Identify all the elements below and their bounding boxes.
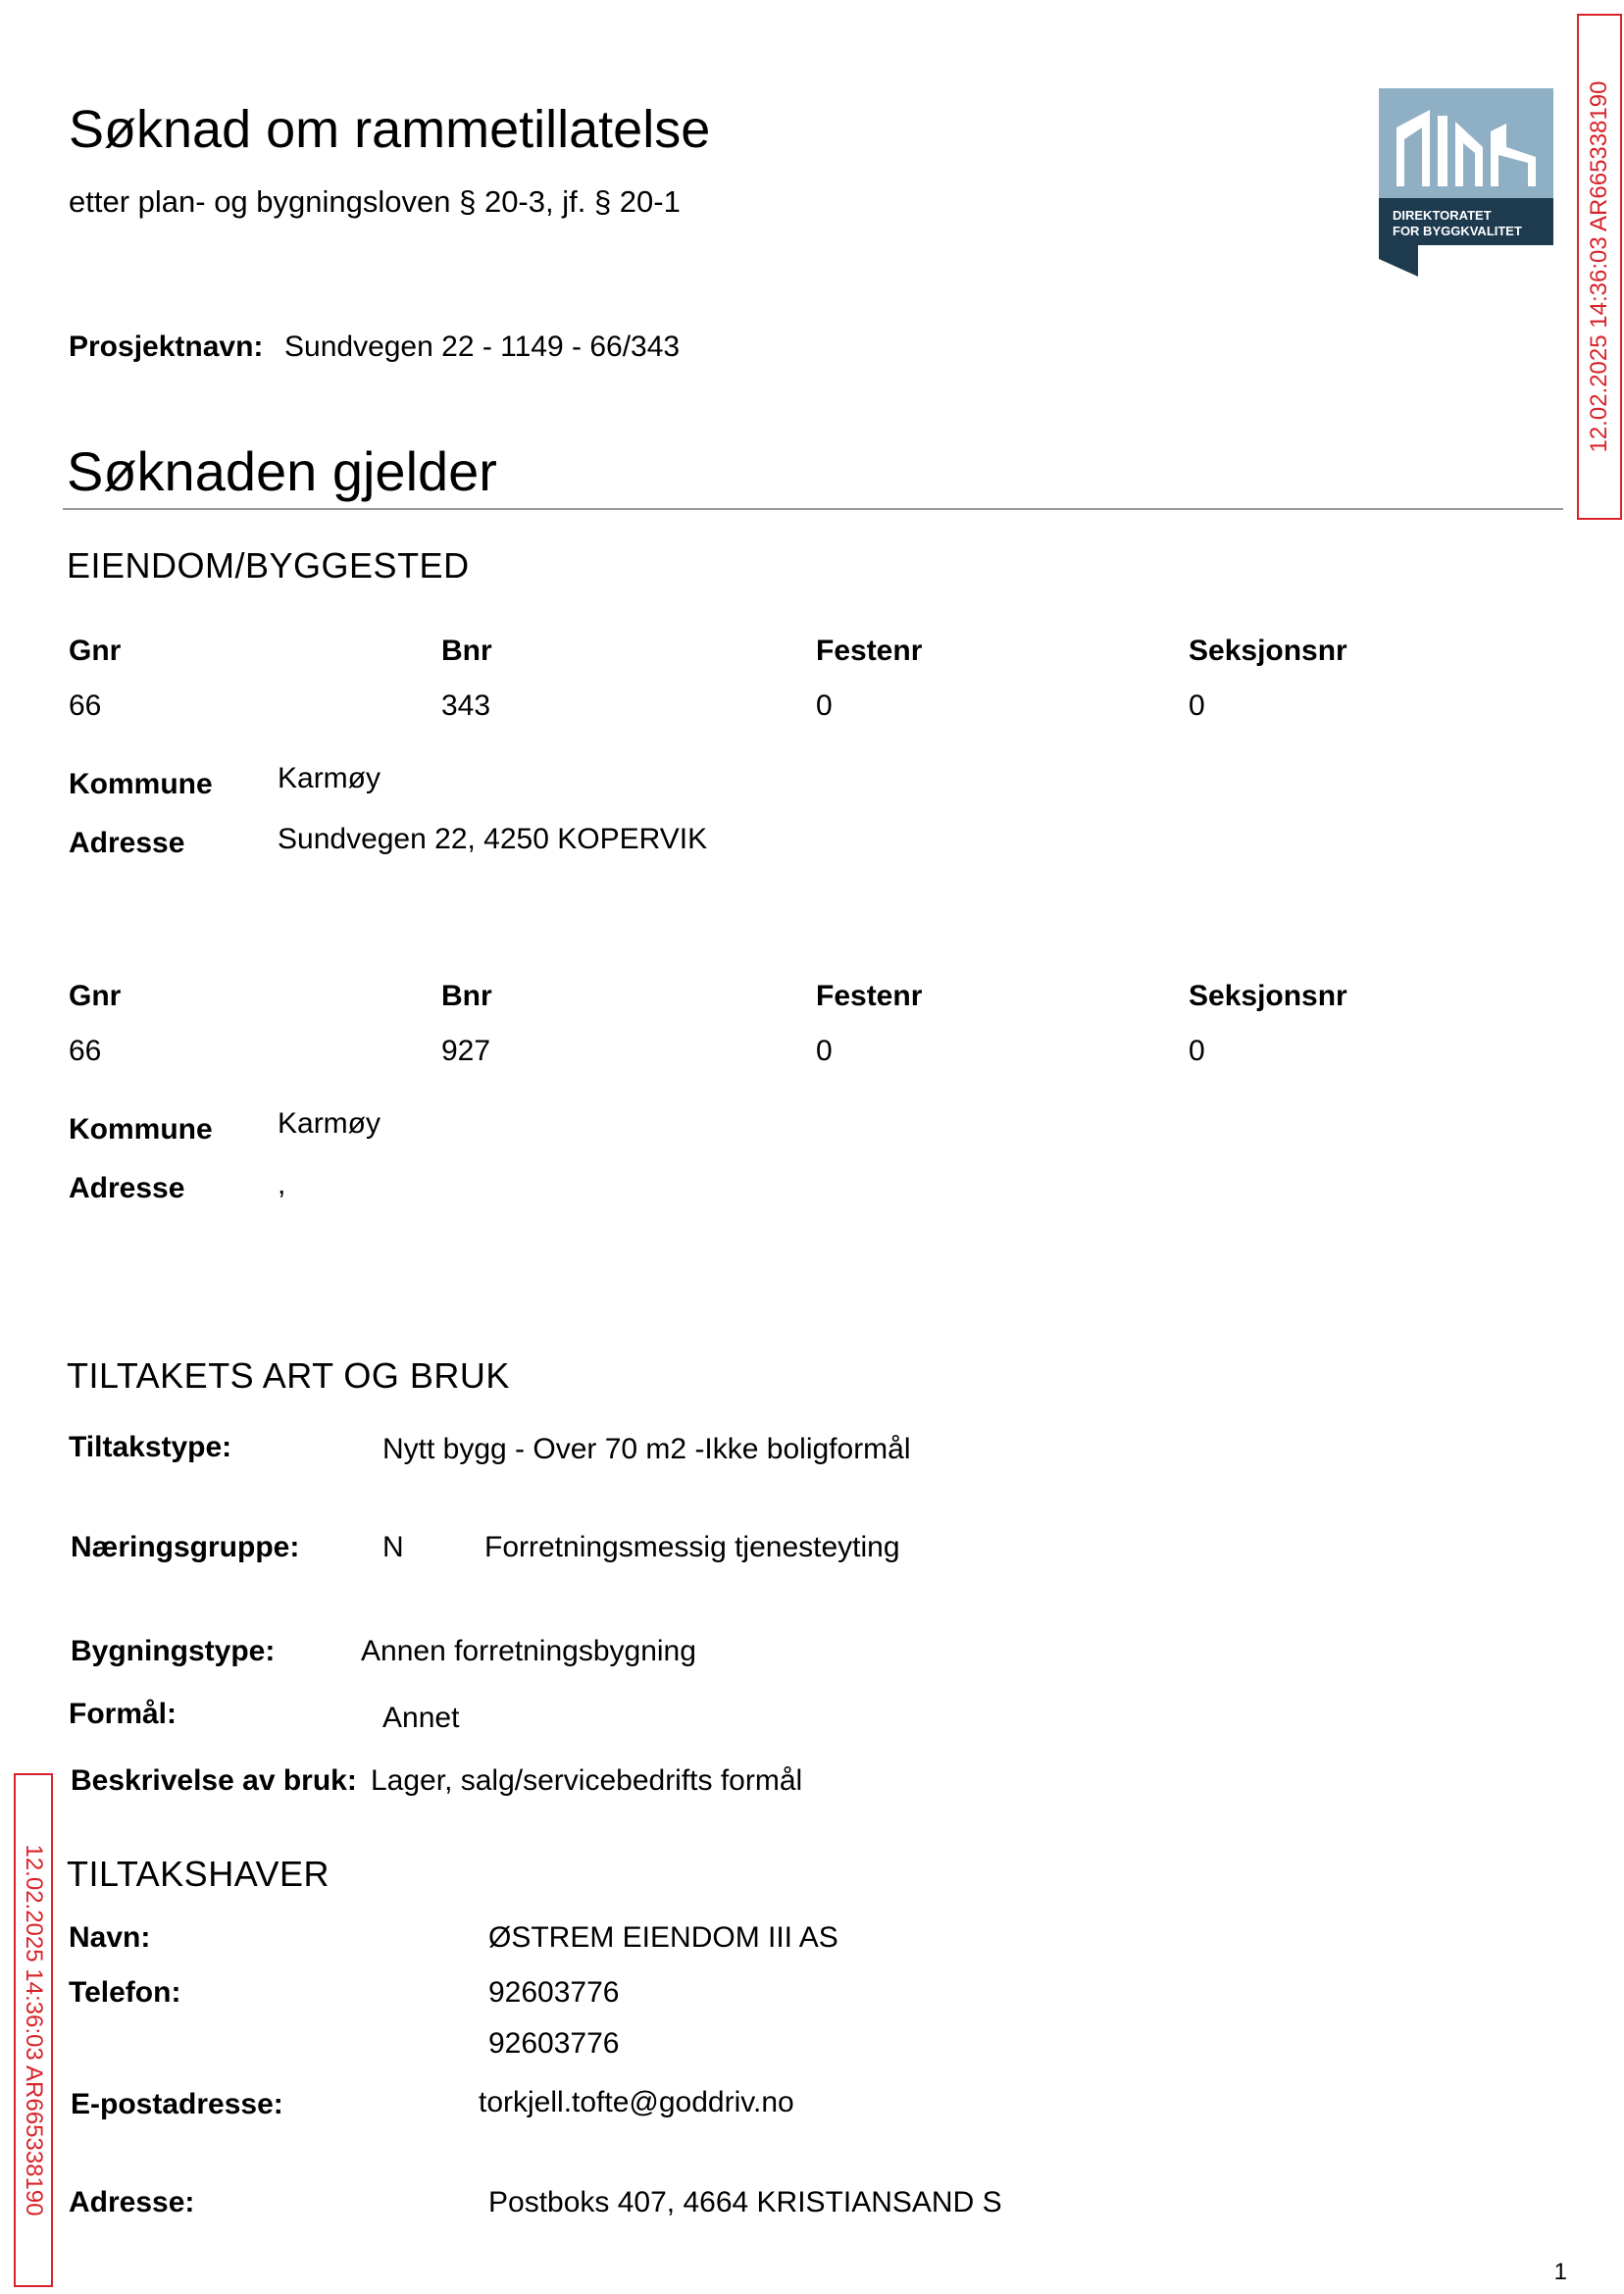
- festenr-value: 0: [816, 689, 833, 722]
- section-title: Søknaden gjelder: [67, 440, 497, 502]
- stamp-text: 12.02.2025 14:36:03 AR665338190: [1586, 80, 1612, 453]
- page-number: 1: [1553, 2259, 1567, 2285]
- naeringsgruppe-label: Næringsgruppe:: [71, 1531, 300, 1563]
- adresse-label: Adresse: [69, 1172, 185, 1204]
- navn-value: ØSTREM EIENDOM III AS: [488, 1921, 838, 1954]
- seksjonsnr-value: 0: [1189, 689, 1205, 722]
- telefon-label: Telefon:: [69, 1976, 181, 2009]
- col-festenr-label: Festenr: [816, 635, 923, 667]
- kommune-value: Karmøy: [278, 1107, 381, 1140]
- kommune-label: Kommune: [69, 1113, 213, 1146]
- bygningstype-label: Bygningstype:: [71, 1635, 276, 1667]
- col-festenr-label: Festenr: [816, 980, 923, 1012]
- property-heading: EIENDOM/BYGGESTED: [67, 545, 470, 586]
- formal-label: Formål:: [69, 1698, 178, 1730]
- tiltakshaver-adresse-label: Adresse:: [69, 2186, 195, 2218]
- seksjonsnr-value: 0: [1189, 1035, 1205, 1067]
- document-title: Søknad om rammetillatelse: [69, 100, 711, 159]
- tiltakstype-label: Tiltakstype:: [69, 1431, 232, 1463]
- bnr-value: 343: [441, 689, 491, 722]
- col-seksjonsnr-label: Seksjonsnr: [1189, 980, 1347, 1012]
- adresse-value: ,: [278, 1168, 286, 1200]
- col-gnr-label: Gnr: [69, 635, 122, 667]
- bygningstype-value: Annen forretningsbygning: [361, 1635, 696, 1667]
- kommune-value: Karmøy: [278, 762, 381, 794]
- gnr-value: 66: [69, 689, 102, 722]
- formal-value: Annet: [382, 1702, 460, 1734]
- telefon-value: 92603776: [488, 1976, 620, 2009]
- logo-text-line1: DIREKTORATET: [1393, 208, 1492, 223]
- festenr-value: 0: [816, 1035, 833, 1067]
- col-seksjonsnr-label: Seksjonsnr: [1189, 635, 1347, 667]
- timestamp-stamp-right: [1577, 14, 1622, 520]
- tiltakshaver-adresse-value: Postboks 407, 4664 KRISTIANSAND S: [488, 2186, 1002, 2218]
- dibk-logo-icon: [1379, 88, 1553, 277]
- dibk-logo: [1379, 88, 1553, 277]
- epost-value: torkjell.tofte@goddriv.no: [479, 2086, 794, 2118]
- logo-text-line2: FOR BYGGKVALITET: [1393, 224, 1522, 238]
- timestamp-stamp-left: [14, 1773, 53, 2287]
- gnr-value: 66: [69, 1035, 102, 1067]
- naeringsgruppe-value: Forretningsmessig tjenesteyting: [484, 1531, 900, 1563]
- adresse-value: Sundvegen 22, 4250 KOPERVIK: [278, 823, 708, 855]
- col-bnr-label: Bnr: [441, 980, 492, 1012]
- beskrivelse-value: Lager, salg/servicebedrifts formål: [371, 1764, 803, 1797]
- project-name-label: Prosjektnavn:: [69, 331, 264, 363]
- adresse-label: Adresse: [69, 827, 185, 859]
- section-divider: [63, 508, 1563, 510]
- beskrivelse-label: Beskrivelse av bruk:: [71, 1764, 357, 1797]
- project-name-value: Sundvegen 22 - 1149 - 66/343: [284, 331, 681, 363]
- tiltakstype-value: Nytt bygg - Over 70 m2 -Ikke boligformål: [382, 1433, 911, 1465]
- col-gnr-label: Gnr: [69, 980, 122, 1012]
- col-bnr-label: Bnr: [441, 635, 492, 667]
- tiltak-heading: TILTAKETS ART OG BRUK: [67, 1355, 510, 1396]
- navn-label: Navn:: [69, 1921, 151, 1954]
- document-subtitle: etter plan- og bygningsloven § 20-3, jf. § 20-1: [69, 184, 681, 219]
- stamp-text: 12.02.2025 14:36:03 AR665338190: [21, 1844, 47, 2217]
- bnr-value: 927: [441, 1035, 491, 1067]
- telefon-value-2: 92603776: [488, 2027, 620, 2060]
- epost-label: E-postadresse:: [71, 2088, 283, 2120]
- tiltakshaver-heading: TILTAKSHAVER: [67, 1854, 330, 1894]
- naeringsgruppe-code: N: [382, 1531, 404, 1563]
- kommune-label: Kommune: [69, 768, 213, 800]
